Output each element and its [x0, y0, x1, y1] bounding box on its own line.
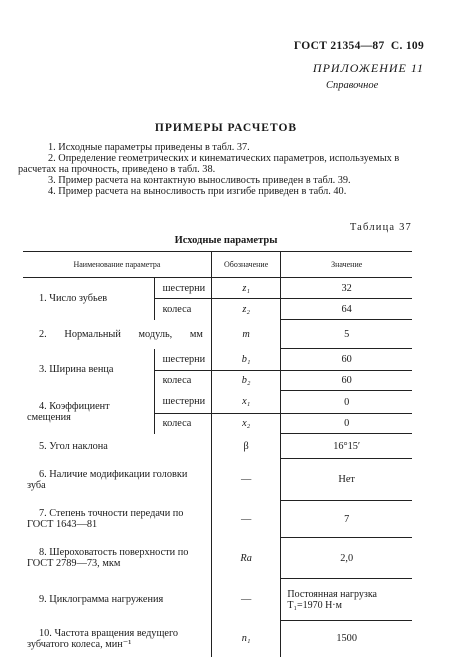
param-symbol: n₁ — [211, 621, 280, 657]
param-value: Постоянная нагрузка T₁=1970 Н·м — [281, 579, 412, 621]
param-symbol: b₂ — [211, 371, 280, 391]
table-row — [23, 459, 412, 501]
param-symbol: z₁ — [211, 278, 280, 299]
param-sub: шестерни — [154, 278, 211, 299]
param-value: 16°15′ — [281, 434, 412, 459]
param-value: Нет — [281, 459, 412, 501]
standard-number: ГОСТ 21354—87 — [293, 40, 385, 52]
param-name: 8. Шероховатость поверхности по ГОСТ 2789—73, мкм — [27, 547, 189, 569]
param-name: 4. Коэффициент смещения — [27, 401, 110, 423]
param-value: 64 — [281, 299, 412, 320]
intro-item: 2. Определение геометрических и кинематических параметров, используемых в расчетах на прочность, приведено в табл. 38. — [18, 153, 400, 175]
param-name: 5. Угол наклона — [39, 440, 108, 452]
param-name: 1. Число зубьев — [39, 293, 108, 305]
table-row — [23, 278, 412, 299]
header-symbol: Обозначение — [211, 252, 280, 278]
param-name: 10. Частота вращения ведущего зубчатого колеса, мин⁻¹ — [27, 627, 179, 650]
param-sub: шестерни — [154, 391, 211, 414]
param-symbol: m — [211, 320, 280, 349]
param-symbol: Ra — [211, 538, 280, 579]
header-value: Значение — [281, 252, 412, 278]
table-row — [23, 434, 412, 459]
param-value: 60 — [281, 371, 412, 391]
param-value: 5 — [281, 320, 412, 349]
intro-list — [18, 142, 418, 197]
table-caption: Исходные параметры — [174, 235, 278, 246]
page-number: С. 109 — [390, 40, 424, 52]
page-header — [294, 40, 424, 52]
table-row — [23, 391, 412, 414]
param-sub: шестерни — [154, 349, 211, 371]
param-name: 7. Степень точности передачи по ГОСТ 1643—81 — [27, 508, 184, 530]
param-name: 6. Наличие модификации головки зуба — [27, 468, 188, 491]
intro-item: 3. Пример расчета на контактную выносливость приведен в табл. 39. — [48, 175, 351, 186]
param-symbol: β — [211, 434, 280, 459]
table-header-row — [23, 252, 412, 278]
table-row — [23, 349, 412, 371]
table-row — [23, 320, 412, 349]
table-row — [23, 538, 412, 579]
param-value: 1500 — [336, 633, 357, 645]
param-name: 3. Ширина венца — [39, 364, 114, 375]
param-symbol: x₂ — [211, 414, 280, 434]
param-symbol: b₁ — [211, 349, 280, 371]
param-symbol: — — [211, 459, 280, 501]
intro-item: 1. Исходные параметры приведены в табл. 37. — [48, 142, 250, 153]
param-value: 7 — [281, 501, 412, 538]
parameters-table — [23, 251, 412, 657]
param-name: 2. Нормальный модуль, мм — [39, 328, 203, 340]
section-title: ПРИМЕРЫ РАСЧЕТОВ — [154, 122, 298, 134]
param-symbol: — — [211, 579, 280, 621]
param-value: 0 — [281, 414, 412, 434]
param-value: 32 — [281, 278, 412, 299]
table-row — [23, 579, 412, 621]
appendix-note: Справочное — [326, 80, 379, 91]
param-sub: колеса — [154, 299, 211, 320]
table-row — [23, 501, 412, 538]
table-row — [23, 621, 412, 657]
table-number: Таблица 37 — [349, 222, 412, 233]
header-name: Наименование параметра — [23, 252, 211, 278]
param-value: 60 — [281, 349, 412, 371]
param-symbol: — — [211, 501, 280, 538]
appendix-title: ПРИЛОЖЕНИЕ 11 — [312, 61, 424, 75]
param-name: 9. Циклограмма нагружения — [39, 594, 164, 605]
param-value: 0 — [281, 391, 412, 414]
param-sub: колеса — [154, 371, 211, 391]
param-sub: колеса — [154, 414, 211, 434]
param-symbol: z₂ — [211, 299, 280, 320]
param-symbol: x₁ — [211, 391, 280, 414]
param-value: 2,0 — [281, 538, 412, 579]
intro-item: 4. Пример расчета на выносливость при изгибе приведен в табл. 40. — [48, 186, 347, 197]
